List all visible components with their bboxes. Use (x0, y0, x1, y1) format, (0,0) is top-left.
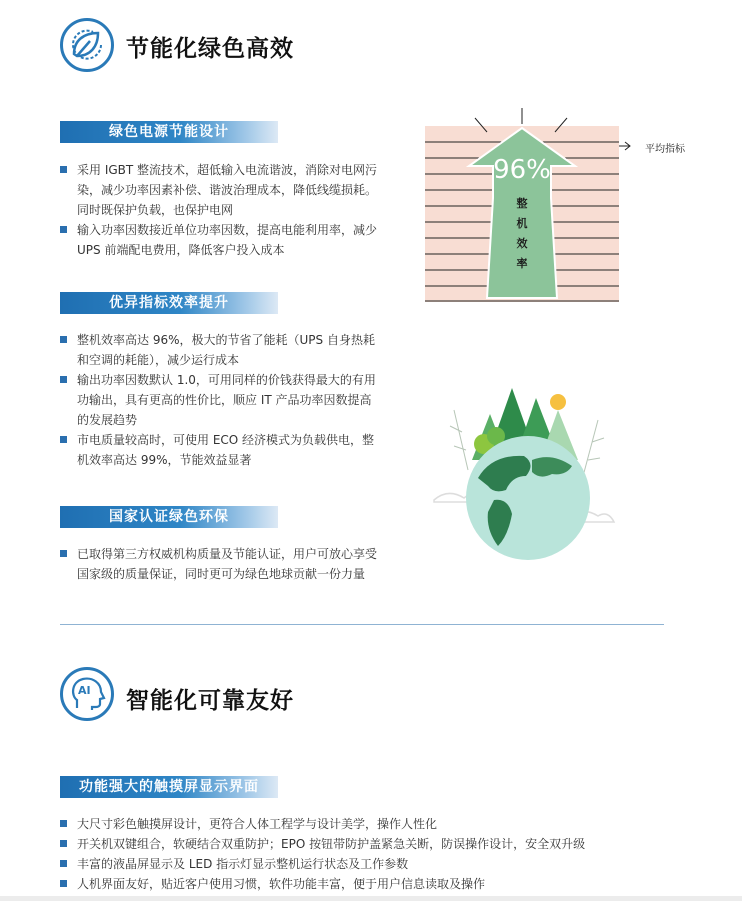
ai-head-icon (60, 667, 114, 721)
list-item: 采用 IGBT 整流技术，超低输入电流谐波，消除对电网污染，减少功率因素补偿、谐波治理成本，降低线缆损耗。同时既保护负载，也保护电网 (60, 160, 380, 220)
page-title: 节能化绿色高效 (126, 36, 294, 62)
efficiency-graphic (425, 102, 715, 302)
list-item: 输入功率因数接近单位功率因数，提高电能利用率，减少 UPS 前端配电费用，降低客户投入成本 (60, 220, 380, 260)
bullet-list-efficiency (60, 330, 380, 470)
bullet-list-touchscreen (60, 814, 680, 894)
list-item: 整机效率高达 96%，极大的节省了能耗（UPS 自身热耗和空调的耗能），减少运行成本 (60, 330, 380, 370)
subhead-efficiency: 优异指标效率提升 (60, 292, 278, 314)
bullet-list-green-power (60, 160, 380, 260)
section-divider (60, 624, 664, 625)
leaf-arrow-icon (60, 18, 114, 72)
ai-icon-text: AI (78, 684, 91, 697)
subhead-certification: 国家认证绿色环保 (60, 506, 278, 528)
average-indicator-label: 平均指标 (645, 144, 685, 155)
list-item: 已取得第三方权威机构质量及节能认证，用户可放心享受国家级的质量保证，同时更可为绿色地球贡献一份力量 (60, 544, 386, 584)
list-item: 市电质量较高时，可使用 ECO 经济模式为负载供电，整机效率高达 99%，节能效益显著 (60, 430, 380, 470)
bullet-list-certification (60, 544, 386, 584)
subhead-green-power: 绿色电源节能设计 (60, 121, 278, 143)
page-bottom-bar (0, 896, 742, 901)
green-earth-illustration (428, 380, 618, 570)
list-item: 输出功率因数默认 1.0，可用同样的价钱获得最大的有用功输出，具有更高的性价比，顺应 IT 产品功率因数提高的发展趋势 (60, 370, 380, 430)
list-item: 丰富的液晶屏显示及 LED 指示灯显示整机运行状态及工作参数 (60, 854, 680, 874)
efficiency-label: 整 机 效 率 (516, 197, 528, 270)
list-item: 大尺寸彩色触摸屏设计，更符合人体工程学与设计美学，操作人性化 (60, 814, 680, 834)
section-title-smart: 智能化可靠友好 (126, 688, 294, 714)
efficiency-value: 96% (493, 155, 551, 185)
list-item: 人机界面友好，贴近客户使用习惯，软件功能丰富，便于用户信息读取及操作 (60, 874, 680, 894)
list-item: 开关机双键组合，软硬结合双重防护；EPO 按钮带防护盖紧急关断，防误操作设计，安全双升级 (60, 834, 680, 854)
subhead-touchscreen: 功能强大的触摸屏显示界面 (60, 776, 278, 798)
